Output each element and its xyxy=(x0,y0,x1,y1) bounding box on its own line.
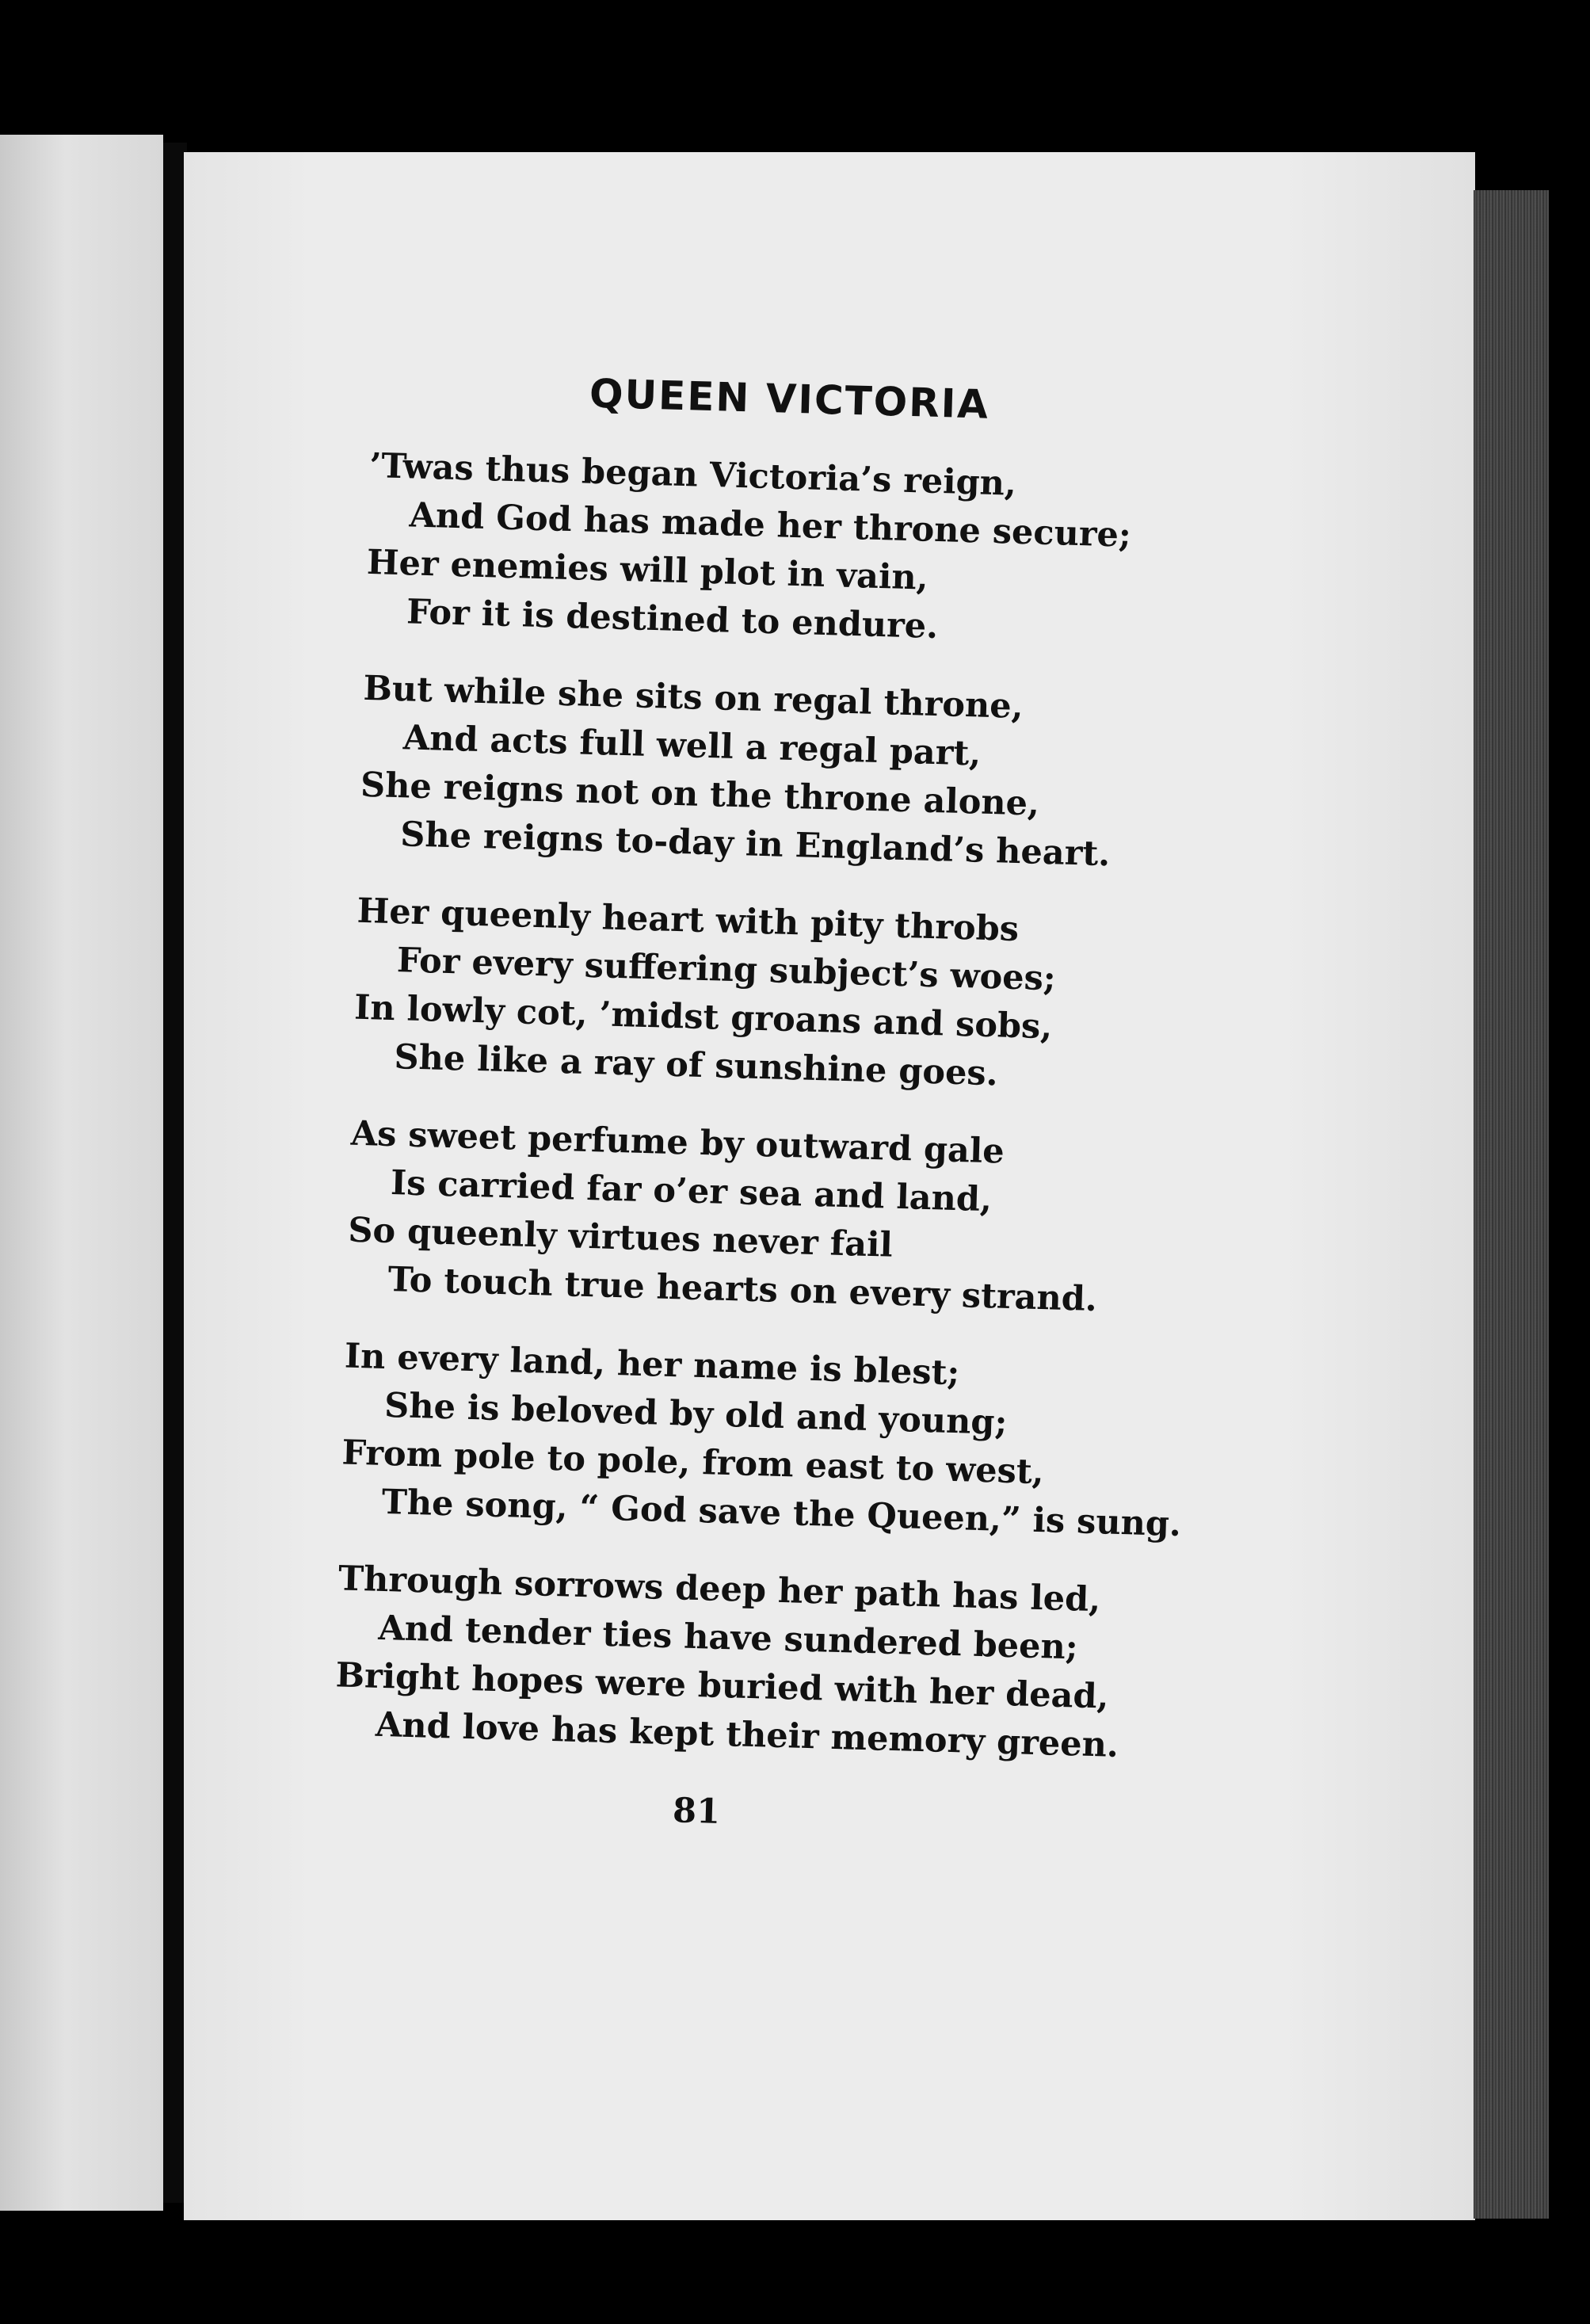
verse-line: And love has kept their memory green. xyxy=(375,1704,1119,1765)
verse-line: So queenly virtues never fail xyxy=(347,1210,894,1265)
verse-line: She reigns to-day in England’s heart. xyxy=(399,815,1111,875)
verse-line: Her queenly heart with pity throbs xyxy=(357,891,1020,950)
stanza xyxy=(334,1555,1289,1774)
verse-line: And acts full well a regal part, xyxy=(402,718,982,774)
stanza xyxy=(364,442,1320,662)
verse-line: The song, “ God save the Queen,” is sung. xyxy=(381,1482,1182,1545)
verse-line: She reigns not on the throne alone, xyxy=(360,765,1040,824)
verse-line: Her enemies will plot in vain, xyxy=(366,542,929,598)
verse-line: And tender ties have sundered been; xyxy=(377,1608,1079,1668)
verse-line: As sweet perfume by outward gale xyxy=(350,1113,1005,1172)
verse-line: ’Twas thus began Victoria’s reign, xyxy=(368,445,1017,504)
verse-line: In lowly cot, ’midst groans and sobs, xyxy=(353,987,1053,1048)
verse-line: For it is destined to endure. xyxy=(406,592,939,647)
verse-line: She is beloved by old and young; xyxy=(383,1385,1009,1443)
page-stack-edge xyxy=(1474,190,1549,2219)
verse-line: For every suffering subject’s woes; xyxy=(396,941,1057,999)
verse-line: She like a ray of sunshine goes. xyxy=(393,1037,999,1094)
poem-title: QUEEN VICTORIA xyxy=(589,370,990,428)
verse-line: And God has made her throne secure; xyxy=(409,495,1132,555)
verse-line: In every land, her name is blest; xyxy=(344,1336,960,1394)
stanza xyxy=(340,1333,1295,1552)
page-number: 81 xyxy=(672,1791,721,1832)
verse-line: Bright hopes were buried with her dead, xyxy=(335,1655,1110,1717)
stanza xyxy=(346,1110,1302,1330)
stanza xyxy=(353,887,1308,1107)
verse-line: From pole to pole, from east to west, xyxy=(341,1433,1045,1493)
verse-line: To touch true hearts on every strand. xyxy=(387,1260,1098,1319)
verse-line: But while she sits on regal throne, xyxy=(362,668,1024,727)
verse-line: Is carried far o’er sea and land, xyxy=(390,1163,993,1220)
verse-line: Through sorrows deep her path has led, xyxy=(337,1559,1101,1620)
left-page-edge xyxy=(0,135,163,2211)
stanza xyxy=(359,665,1314,884)
poem xyxy=(331,364,1322,1853)
